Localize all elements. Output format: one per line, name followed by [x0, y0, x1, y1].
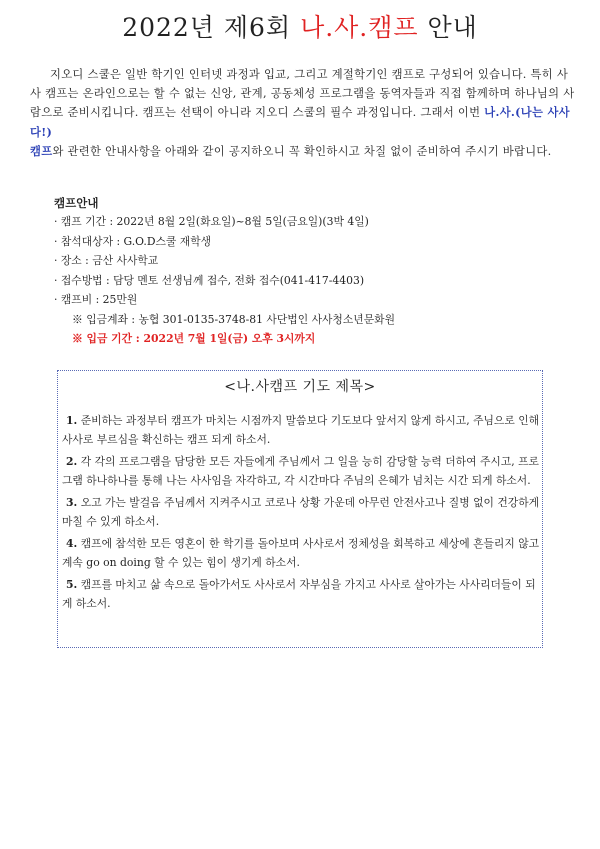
prayer-text: 오고 가는 발걸음 주님께서 지켜주시고 코로나 상황 가운데 아무런 안전사고나 질병 없이 건강하게 마칠 수 있게 하소서. [62, 496, 540, 528]
title-accent: 나.사.캠프 [300, 13, 419, 42]
camp-info-heading: 캠프안내 [54, 196, 99, 210]
prayer-item [62, 494, 542, 531]
prayer-number: 1. [66, 414, 78, 427]
prayer-list [62, 412, 542, 617]
prayer-text: 캠프에 참석한 모든 영혼이 한 학기를 돌아보며 사사로서 정체성을 회복하고 세상에 흔들리지 않고 계속 go on doing 할 수 있는 힘이 생기게 하소서. [62, 537, 540, 569]
intro-part1: 지오디 스쿨은 일반 학기인 인터넷 과정과 입교, 그리고 계절학기인 캠프로 구성되어 있습니다. 특히 사사 캠프는 온라인으로는 할 수 없는 신앙, 관계, 공동체성 프로그램을 동역자들과 직접 함께하며 하나님의 사람으로 준비시킵니다. 캠프는 선택이 아니라 지오디 스쿨의 필수 과정입니다. 그래서 이번 [30, 68, 575, 120]
intro-paragraph [30, 66, 578, 162]
intro-highlight-2: 캠프 [30, 144, 53, 159]
intro-part2: 와 관련한 안내사항을 아래와 같이 공지하오니 꼭 확인하시고 차질 없이 준비하여 주시기 바랍니다. [52, 145, 552, 159]
deadline-note: ※ 입금 기간 : 2022년 7월 1일(금) 오후 3시까지 [72, 332, 316, 345]
prayer-item [62, 453, 542, 490]
page-title [0, 8, 600, 44]
prayer-number: 4. [66, 537, 78, 550]
prayer-number: 2. [66, 455, 78, 468]
camp-info-item: · 캠프비 : 25만원 [54, 293, 138, 306]
camp-info-list [54, 212, 395, 349]
camp-info-item: · 접수방법 : 담당 멘토 선생님께 접수, 전화 접수(041-417-4403) [54, 273, 365, 287]
prayer-text: 각 각의 프로그램을 담당한 모든 자들에게 주님께서 그 일을 능히 감당할 능력 더하여 주시고, 프로그램 하나하나를 통해 나는 사사임을 자각하고, 각 시간마다 주님의 은혜가 넘치는 시간 되게 하소서. [62, 455, 539, 487]
prayer-item [62, 535, 542, 572]
camp-info-item: · 참석대상자 : G.O.D스쿨 재학생 [54, 234, 212, 248]
camp-info-item: · 캠프 기간 : 2022년 8월 2일(화요일)~8월 5일(금요일)(3박 4일) [54, 215, 369, 228]
prayer-number: 3. [66, 496, 78, 509]
prayer-text: 캠프를 마치고 삶 속으로 돌아가서도 사사로서 자부심을 가지고 사사로 살아가는 사사리더들이 되게 하소서. [62, 578, 536, 610]
camp-info-item: · 장소 : 금산 사사학교 [54, 254, 159, 267]
intro-highlight-1: 나.사.(나는 사사다!) [30, 105, 570, 139]
prayer-text: 준비하는 과정부터 캠프가 마치는 시점까지 말씀보다 기도보다 앞서지 않게 하시고, 주님으로 인해 사사로 부르심을 확신하는 캠프 되게 하소서. [62, 414, 540, 446]
title-prefix: 2022년 제6회 [122, 13, 301, 42]
prayer-item [62, 412, 542, 449]
title-suffix: 안내 [418, 13, 478, 42]
prayer-number: 5. [66, 578, 78, 591]
prayer-item [62, 576, 542, 613]
account-note: ※ 입금계좌 : 농협 301-0135-3748-81 사단법인 사사청소년문화원 [72, 312, 396, 326]
prayer-section-title: <나.사캠프 기도 제목> [224, 379, 376, 395]
